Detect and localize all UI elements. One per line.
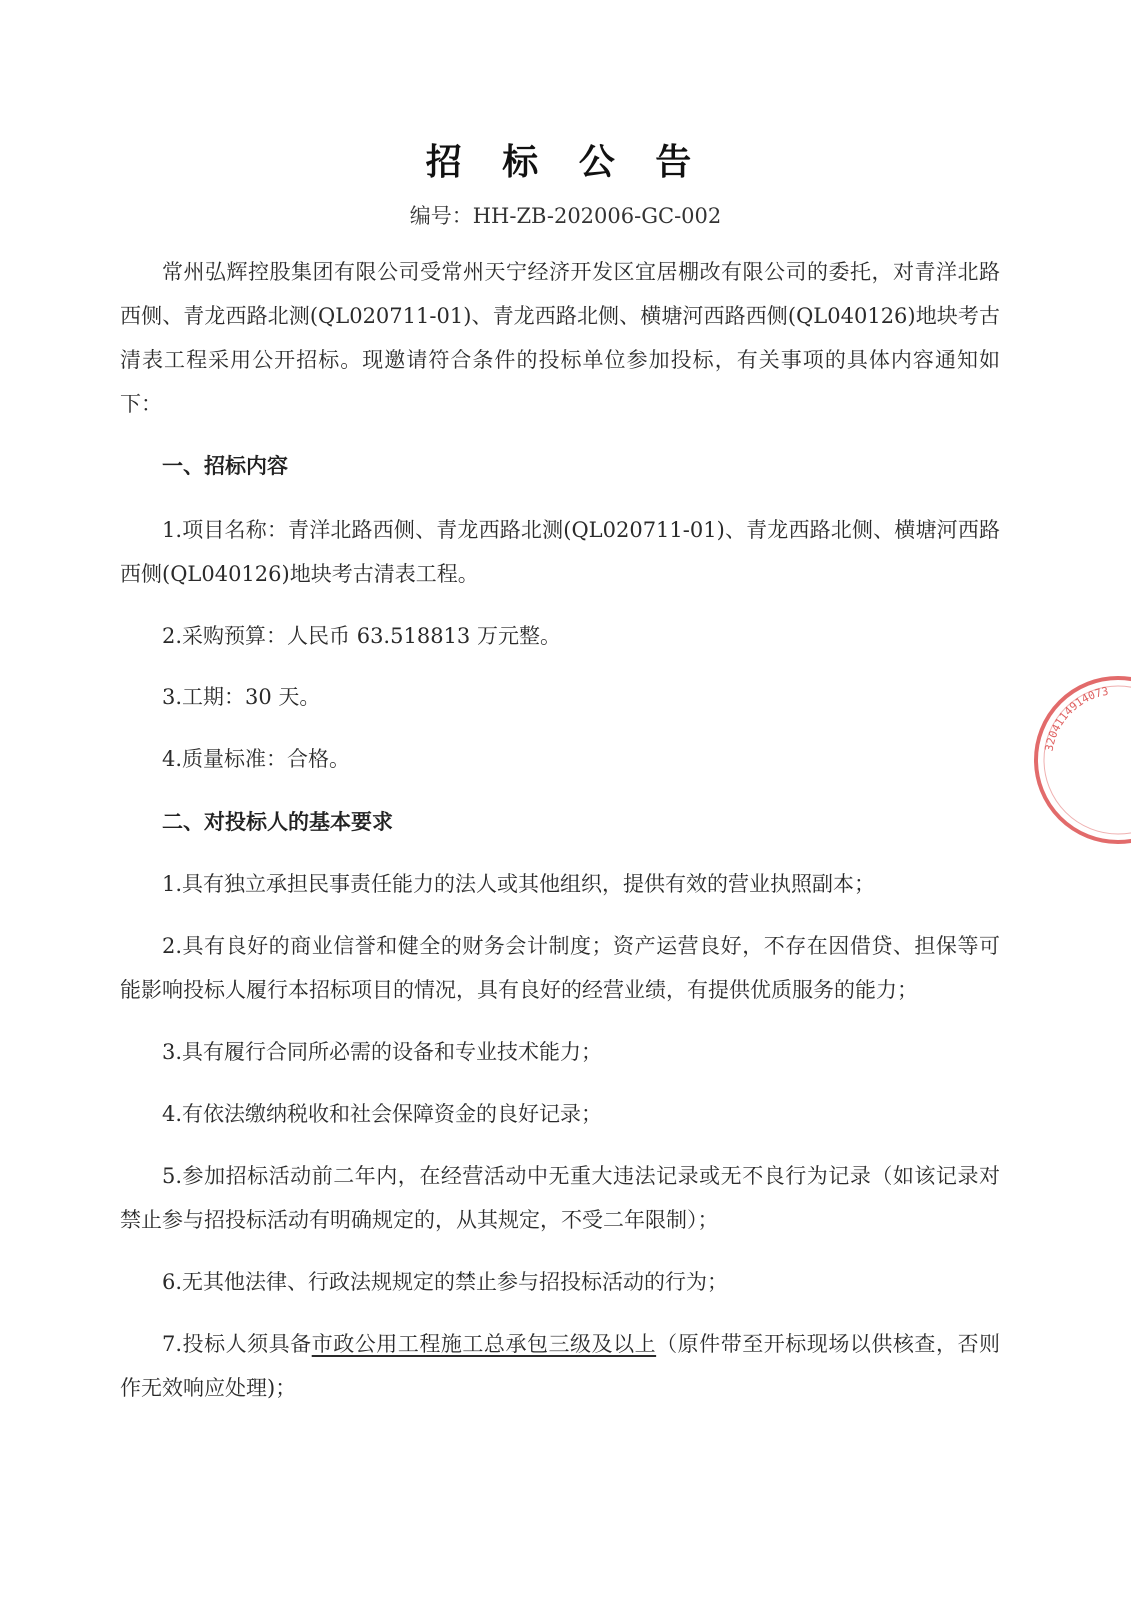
- notice-title: 招 标 公 告: [425, 142, 706, 183]
- company-seal-icon: [1028, 670, 1131, 850]
- list-item-req-6: 6.无其他法律、行政法规规定的禁止参与招投标活动的行为；: [162, 1270, 729, 1294]
- list-item-quality: 4.质量标准：合格。: [162, 747, 351, 771]
- list-item-req-1: 1.具有独立承担民事责任能力的法人或其他组织，提供有效的营业执照副本；: [162, 872, 876, 896]
- req-7-suffix: （原件带至开标现场以供核查，否则作无效响应处理)；: [120, 1332, 1001, 1400]
- section-heading-bid-content: 一、招标内容: [162, 454, 288, 478]
- list-item-req-7: [120, 1322, 1000, 1410]
- intro-paragraph: 常州弘辉控股集团有限公司受常州天宁经济开发区宜居棚改有限公司的委托，对青洋北路西侧、青龙西路北测(QL020711-01)、青龙西路北侧、横塘河西路西侧(QL040126)地块考古清表工程采用公开招标。现邀请符合条件的投标单位参加投标，有关事项的具体内容通知如下：: [120, 260, 1000, 416]
- req-7-prefix: 7.投标人须具备: [162, 1332, 312, 1356]
- req-7-qualification: 市政公用工程施工总承包三级及以上: [311, 1332, 657, 1356]
- list-item-budget: 2.采购预算：人民币 63.518813 万元整。: [162, 624, 561, 648]
- document-number: 编号：HH-ZB-202006-GC-002: [409, 204, 722, 228]
- svg-text:3204114914073: [1043, 685, 1110, 753]
- list-item-req-5: 5.参加招标活动前二年内，在经营活动中无重大违法记录或无不良行为记录（如该记录对禁止参与招投标活动有明确规定的，从其规定，不受二年限制）；: [120, 1164, 1000, 1232]
- list-item-duration: 3.工期：30 天。: [162, 685, 321, 709]
- list-item-req-2: 2.具有良好的商业信誉和健全的财务会计制度；资产运营良好，不存在因借贷、担保等可能影响投标人履行本招标项目的情况，具有良好的经营业绩，有提供优质服务的能力；: [120, 934, 1000, 1002]
- section-heading-requirements: 二、对投标人的基本要求: [162, 810, 393, 834]
- list-item-project-name: 1.项目名称：青洋北路西侧、青龙西路北测(QL020711-01)、青龙西路北侧、横塘河西路西侧(QL040126)地块考古清表工程。: [120, 518, 1000, 586]
- list-item-req-4: 4.有依法缴纳税收和社会保障资金的良好记录；: [162, 1102, 603, 1126]
- seal-number: 3204114914073: [1042, 684, 1110, 753]
- list-item-req-3: 3.具有履行合同所必需的设备和专业技术能力；: [162, 1040, 603, 1064]
